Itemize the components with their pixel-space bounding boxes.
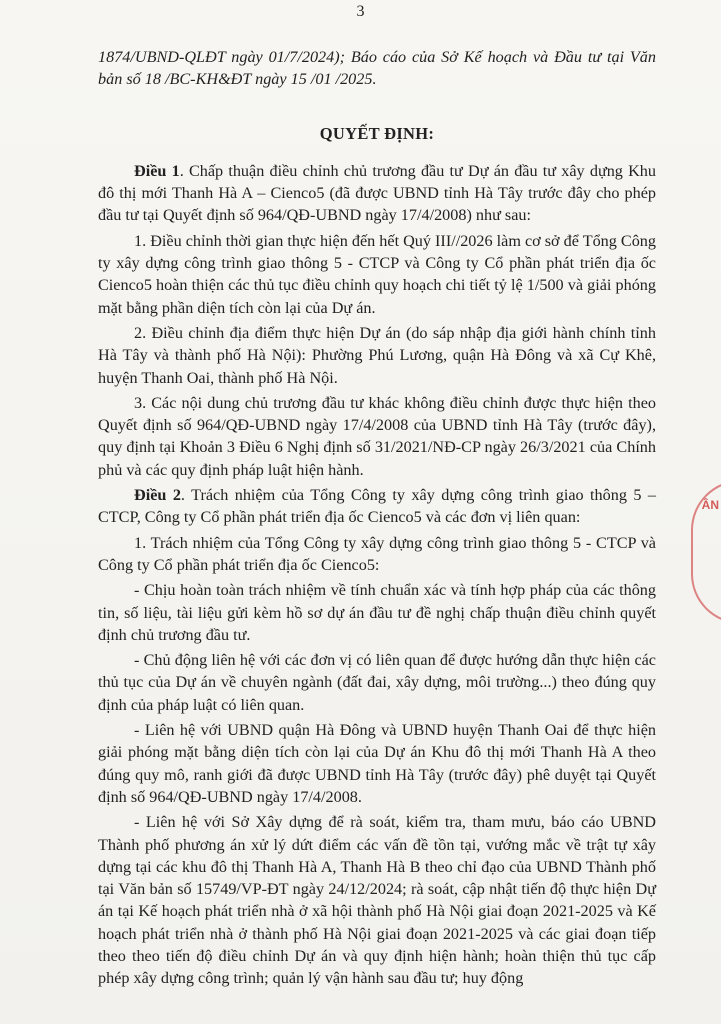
article-2-text: . Trách nhiệm của Tổng Công ty xây dựng công trình giao thông 5 – CTCP, Công ty Cổ phần phát triển địa ốc Cienco5 và các đơn vị liên quan: [98, 486, 656, 527]
article-2-item-2: - Chịu hoàn toàn trách nhiệm về tính chuẩn xác và tính hợp pháp của các thông tin, số liệu, tài liệu gửi kèm hồ sơ dự án đầu tư đề nghị chấp thuận điều chỉnh quyết định chủ trương đầu tư. [98, 581, 656, 644]
article-2-item-1: 1. Trách nhiệm của Tổng Công ty xây dựng công trình giao thông 5 - CTCP và Công ty Cổ phần phát triển địa ốc Cienco5: [98, 533, 656, 574]
article-2-item-3: - Chủ động liên hệ với các đơn vị có liên quan để được hướng dẫn thực hiện các thủ tục của Dự án về chuyên ngành (đất đai, xây dựng, môi trường...) theo đúng quy định của pháp luật có liên quan. [98, 651, 656, 714]
article-1-text: . Chấp thuận điều chỉnh chủ trương đầu tư Dự án đầu tư xây dựng Khu đô thị mới Thanh Hà A – Cienco5 (đã được UBND tỉnh Hà Tây trước đây cho phép đầu tư tại Quyết định số 964/QĐ-UBND ngày 17/4/2008) như sau: [98, 161, 656, 225]
article-2-label: Điều 2 [134, 486, 181, 505]
article-2-item-4: - Liên hệ với UBND quận Hà Đông và UBND huyện Thanh Oai để thực hiện giải phóng mặt bằng diện tích còn lại của Dự án Khu đô thị mới Thanh Hà A theo đúng quy mô, ranh giới đã được UBND tỉnh Hà Tây (trước đây) phê duyệt tại Quyết định số 964/QĐ-UBND ngày 17/4/2008. [98, 721, 656, 806]
article-1-item-3: 3. Các nội dung chủ trương đầu tư khác không điều chỉnh được thực hiện theo Quyết định số 964/QĐ-UBND ngày 17/4/2008 của UBND tỉnh Hà Tây (trước đây), quy định tại Khoản 3 Điều 6 Nghị định số 31/2021/NĐ-CP ngày 26/3/2021 của Chính phủ và các quy định pháp luật hiện hành. [98, 393, 656, 479]
article-1-paragraph [98, 160, 656, 227]
decision-heading: QUYẾT ĐỊNH: [319, 123, 435, 143]
document-body [98, 46, 656, 990]
article-1-item-1: 1. Điều chỉnh thời gian thực hiện đến hết Quý III//2026 làm cơ sở để Tổng Công ty xây dựng công trình giao thông 5 - CTCP và Công ty Cổ phần phát triển địa ốc Cienco5 hoàn thiện các thủ tục điều chỉnh quy hoạch chi tiết tỷ lệ 1/500 và giải phóng mặt bằng phần diện tích còn lại của Dự án. [98, 231, 656, 317]
page-number: 3 [356, 3, 365, 20]
intro-paragraph: 1874/UBND-QLĐT ngày 01/7/2024); Báo cáo của Sở Kế hoạch và Đầu tư tại Văn bản số 18 /BC-KH&ĐT ngày 15 /01 /2025. [98, 48, 656, 89]
article-1-item-2: 2. Điều chỉnh địa điểm thực hiện Dự án (do sáp nhập địa giới hành chính tỉnh Hà Tây và thành phố Hà Nội): Phường Phú Lương, quận Hà Đông và xã Cự Khê, huyện Thanh Oai, thành phố Hà Nội. [98, 323, 656, 387]
stamp-text: ÂN [701, 498, 719, 512]
article-1-label: Điều 1 [134, 161, 180, 180]
article-2-paragraph [98, 484, 656, 529]
article-2-item-5: - Liên hệ với Sở Xây dựng để rà soát, kiểm tra, tham mưu, báo cáo UBND Thành phố phương án xử lý dứt điểm các vấn đề tồn tại, vướng mắc về trật tự xây dựng tại các khu đô thị Thanh Hà A, Thanh Hà B theo chỉ đạo của UBND Thành phố tại Văn bản số 15749/VP-ĐT ngày 24/12/2024; rà soát, cập nhật tiến độ thực hiện Dự án tại Kế hoạch phát triển nhà ở xã hội thành phố Hà Nội giai đoạn 2021-2025 và Kế hoạch phát triển nhà ở thành phố Hà Nội giai đoạn 2021-2025 và các giai đoạn tiếp theo theo tiến độ điều chỉnh Dự án và quy định hiện hành; hoàn thiện thủ tục cấp phép xây dựng công trình; quản lý vận hành sau đầu tư; huy động [98, 813, 656, 988]
